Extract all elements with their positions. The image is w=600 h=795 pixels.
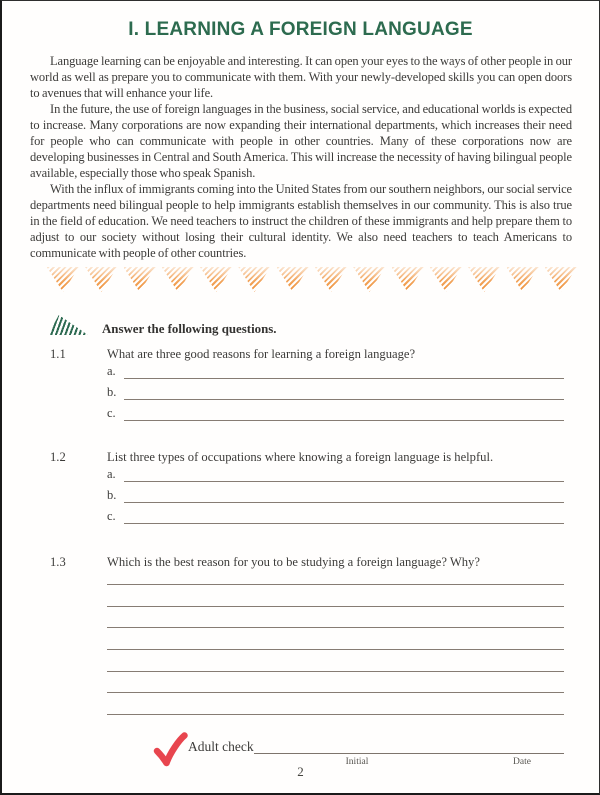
triangle-icon	[47, 267, 79, 292]
triangle-icon	[200, 267, 232, 292]
triangle-icon	[315, 267, 347, 292]
page-title: I. LEARNING A FOREIGN LANGUAGE	[128, 19, 473, 40]
question-text: What are three good reasons for learning a foreign language?	[107, 347, 416, 361]
question-number: 1.2	[50, 450, 66, 464]
answer-row	[107, 362, 564, 379]
triangle-icon	[353, 267, 385, 292]
blank-label: b.	[107, 385, 117, 399]
answer-blank[interactable]	[124, 502, 564, 524]
answer-prompt-icon	[48, 315, 88, 335]
triangle-icon	[545, 267, 577, 292]
blank-label: c.	[107, 509, 116, 523]
triangle-icon	[124, 267, 156, 292]
answer-blank[interactable]	[124, 481, 564, 503]
answer-blank[interactable]	[124, 361, 564, 379]
answer-lines	[107, 570, 564, 715]
answer-blank[interactable]	[107, 607, 564, 629]
triangle-icon	[277, 267, 309, 292]
intro-text	[30, 53, 572, 261]
answer-blank[interactable]	[107, 650, 564, 672]
intro-paragraph: With the influx of immigrants coming into the United States from our southern neighbors, our social service departments need bilingual people to help immigrants establish themselves in our community. This is also true in the field of education. We need teachers to instruct the children of these immigrants and help prepare them to adjust to our society without losing their cultural identity. We also need teachers to teach Americans to communicate with people of other countries.	[30, 182, 572, 260]
answer-blank[interactable]	[107, 585, 564, 607]
question-text: List three types of occupations where knowing a foreign language is helpful.	[107, 450, 494, 464]
blank-label: c.	[107, 406, 116, 420]
intro-paragraph: Language learning can be enjoyable and interesting. It can open your eyes to the ways of other people in our world as well as prepare you to communicate with them. With your newly-developed skills you can open doors to avenues that will enhance your life.	[30, 54, 572, 100]
question-1-2	[50, 449, 564, 524]
question-number: 1.3	[50, 555, 66, 569]
blank-label: a.	[107, 467, 116, 481]
answer-blank[interactable]	[107, 672, 564, 694]
answer-row	[107, 379, 564, 400]
initial-label: Initial	[345, 757, 369, 767]
answer-row	[107, 400, 564, 421]
page-number: 2	[297, 764, 304, 779]
triangle-icon	[430, 267, 462, 292]
checkmark-icon	[152, 732, 188, 768]
adult-check-blank[interactable]	[254, 730, 564, 754]
blank-label: b.	[107, 488, 117, 502]
triangle-icon	[85, 267, 117, 292]
instruction-text: Answer the following questions.	[102, 322, 277, 336]
answer-blank[interactable]	[124, 399, 564, 421]
instruction-row	[48, 313, 564, 336]
triangle-divider	[47, 267, 577, 293]
question-text: Which is the best reason for you to be studying a foreign language? Why?	[107, 555, 480, 569]
triangle-icon	[507, 267, 539, 292]
triangle-icon	[162, 267, 194, 292]
answer-blank[interactable]	[107, 628, 564, 650]
adult-check-label: Adult check	[188, 739, 254, 754]
answer-blank[interactable]	[107, 693, 564, 715]
answer-row	[107, 503, 564, 524]
date-label: Date	[513, 757, 531, 767]
answer-blank[interactable]	[107, 570, 564, 585]
question-1-3	[50, 554, 564, 715]
answer-blank[interactable]	[124, 464, 564, 482]
answer-row	[107, 465, 564, 482]
blank-label: a.	[107, 364, 116, 378]
intro-paragraph: In the future, the use of foreign languages in the business, social service, and educational worlds is expected to increase. Many corporations are now expanding their international departments, which increases their need for people who can communicate with people in other countries. Many of these corporations now are developing businesses in Central and South America. This will increase the necessity of having bilingual people available, especially those who speak Spanish.	[30, 102, 572, 180]
triangle-icon	[392, 267, 424, 292]
triangle-icon	[238, 267, 270, 292]
question-number: 1.1	[50, 347, 66, 361]
triangle-icon	[468, 267, 500, 292]
question-1-1	[50, 346, 564, 421]
answer-blank[interactable]	[124, 378, 564, 400]
answer-row	[107, 482, 564, 503]
